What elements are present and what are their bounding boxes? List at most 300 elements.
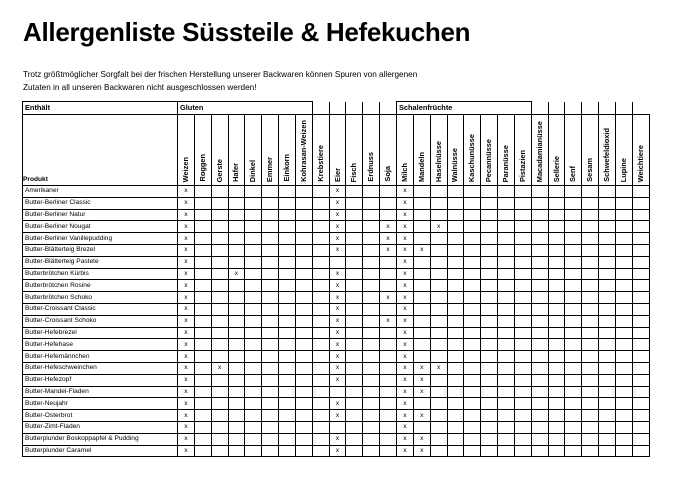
allergen-cell <box>295 445 312 457</box>
allergen-cell <box>295 398 312 410</box>
allergen-cell <box>430 315 447 327</box>
table-row <box>23 197 650 209</box>
allergen-cell <box>514 362 531 374</box>
allergen-column-label: Soja <box>383 166 393 182</box>
allergen-cell: x <box>178 351 195 363</box>
allergen-cell <box>447 421 464 433</box>
allergen-cell <box>531 339 548 351</box>
allergen-cell <box>279 292 296 304</box>
allergen-cell <box>312 374 329 386</box>
allergen-cell <box>312 280 329 292</box>
allergen-cell <box>531 421 548 433</box>
allergen-cell: x <box>397 362 414 374</box>
allergen-cell <box>262 256 279 268</box>
allergen-column-label: Pecannüsse <box>484 138 494 182</box>
allergen-cell <box>363 386 380 398</box>
allergen-cell <box>514 292 531 304</box>
allergen-cell <box>211 327 228 339</box>
allergen-cell <box>481 421 498 433</box>
allergen-cell: x <box>211 362 228 374</box>
table-row <box>23 327 650 339</box>
allergen-cell <box>312 303 329 315</box>
allergen-column-header <box>548 115 565 186</box>
allergen-cell <box>295 209 312 221</box>
allergen-column-header <box>194 115 211 186</box>
allergen-cell <box>481 327 498 339</box>
allergen-cell <box>464 351 481 363</box>
allergen-column-label: Eier <box>332 168 342 182</box>
allergen-cell <box>514 256 531 268</box>
allergen-cell <box>599 186 616 198</box>
allergen-cell <box>599 268 616 280</box>
allergen-cell <box>228 374 245 386</box>
allergen-column-label: Weichtiere <box>635 144 645 182</box>
product-name: Butter-Berliner Natur <box>23 209 178 221</box>
allergen-column-header <box>346 115 363 186</box>
allergen-cell <box>582 362 599 374</box>
allergen-cell <box>447 386 464 398</box>
allergen-cell <box>430 374 447 386</box>
intro-text <box>23 68 417 94</box>
table-row <box>23 280 650 292</box>
column-header-row <box>23 115 650 186</box>
allergen-column-label: Sellerie <box>551 155 561 182</box>
allergen-cell: x <box>178 197 195 209</box>
allergen-cell: x <box>329 351 346 363</box>
allergen-cell <box>346 398 363 410</box>
table-row <box>23 362 650 374</box>
allergen-cell <box>498 351 515 363</box>
allergen-cell <box>380 362 397 374</box>
allergen-cell <box>632 386 649 398</box>
table-row <box>23 421 650 433</box>
allergen-cell: x <box>397 351 414 363</box>
allergen-cell <box>498 374 515 386</box>
allergen-column-header <box>632 115 649 186</box>
allergen-column-header <box>531 115 548 186</box>
group-spacer <box>329 102 346 115</box>
allergen-cell <box>295 197 312 209</box>
allergen-cell <box>565 292 582 304</box>
allergen-cell <box>565 186 582 198</box>
allergen-cell <box>211 209 228 221</box>
allergen-cell <box>312 433 329 445</box>
allergen-cell <box>413 292 430 304</box>
allergen-cell <box>228 398 245 410</box>
group-spacer <box>548 102 565 115</box>
allergen-cell <box>245 445 262 457</box>
allergen-cell <box>363 268 380 280</box>
allergen-cell <box>632 445 649 457</box>
allergen-cell <box>346 327 363 339</box>
allergen-cell <box>194 244 211 256</box>
allergen-cell <box>329 421 346 433</box>
allergen-cell <box>363 186 380 198</box>
allergen-cell <box>447 433 464 445</box>
allergen-cell <box>346 374 363 386</box>
product-name: Butter-Berliner Classic <box>23 197 178 209</box>
allergen-cell <box>599 303 616 315</box>
allergen-cell <box>194 221 211 233</box>
allergen-cell <box>228 233 245 245</box>
product-name: Butter-Zimt-Fladen <box>23 421 178 433</box>
allergen-cell <box>228 445 245 457</box>
allergen-cell <box>346 233 363 245</box>
allergen-cell <box>548 386 565 398</box>
table-row <box>23 233 650 245</box>
allergen-cell <box>582 327 599 339</box>
allergen-cell <box>211 386 228 398</box>
allergen-cell <box>632 421 649 433</box>
allergen-cell <box>363 445 380 457</box>
allergen-cell <box>599 421 616 433</box>
allergen-cell <box>599 292 616 304</box>
allergen-cell: x <box>178 433 195 445</box>
allergen-cell <box>262 398 279 410</box>
allergen-cell <box>531 315 548 327</box>
allergen-cell <box>228 410 245 422</box>
allergen-cell <box>312 421 329 433</box>
allergen-column-header <box>464 115 481 186</box>
allergen-cell <box>599 327 616 339</box>
allergen-cell <box>380 374 397 386</box>
product-name: Butterplunder Boskoppapfel & Pudding <box>23 433 178 445</box>
allergen-cell <box>430 421 447 433</box>
allergen-cell <box>194 410 211 422</box>
allergen-cell <box>531 233 548 245</box>
allergen-cell <box>245 292 262 304</box>
allergen-cell: x <box>178 303 195 315</box>
allergen-cell <box>582 256 599 268</box>
allergen-cell <box>531 280 548 292</box>
nuts-group-label: Schalenfrüchte <box>397 102 532 115</box>
allergen-cell <box>464 280 481 292</box>
allergen-cell <box>565 374 582 386</box>
allergen-cell <box>582 292 599 304</box>
allergen-cell <box>245 209 262 221</box>
allergen-column-header <box>329 115 346 186</box>
allergen-cell: x <box>178 244 195 256</box>
allergen-cell <box>632 339 649 351</box>
allergen-cell <box>616 280 633 292</box>
allergen-cell <box>245 186 262 198</box>
allergen-cell <box>481 209 498 221</box>
allergen-cell <box>262 445 279 457</box>
allergen-cell <box>582 233 599 245</box>
allergen-cell <box>632 292 649 304</box>
allergen-cell <box>279 233 296 245</box>
allergen-cell <box>279 339 296 351</box>
allergen-cell <box>481 362 498 374</box>
allergen-cell <box>548 410 565 422</box>
allergen-column-header <box>565 115 582 186</box>
allergen-cell: x <box>178 280 195 292</box>
allergen-cell <box>430 339 447 351</box>
allergen-cell <box>312 327 329 339</box>
group-spacer <box>616 102 633 115</box>
allergen-cell: x <box>178 410 195 422</box>
allergen-cell: x <box>397 221 414 233</box>
allergen-cell <box>599 197 616 209</box>
allergen-cell <box>616 256 633 268</box>
allergen-cell <box>582 280 599 292</box>
allergen-cell <box>599 221 616 233</box>
allergen-column-header <box>481 115 498 186</box>
product-name: Butterbrötchen Rosine <box>23 280 178 292</box>
allergen-cell <box>245 410 262 422</box>
allergen-cell <box>228 351 245 363</box>
allergen-cell <box>346 433 363 445</box>
allergen-cell <box>616 315 633 327</box>
allergen-cell <box>464 221 481 233</box>
allergen-cell <box>481 398 498 410</box>
allergen-cell: x <box>397 327 414 339</box>
allergen-cell <box>548 398 565 410</box>
allergen-cell <box>228 186 245 198</box>
allergen-cell: x <box>397 244 414 256</box>
product-name: Butter-Osterbrot <box>23 410 178 422</box>
allergen-cell <box>245 327 262 339</box>
allergen-cell <box>279 315 296 327</box>
allergen-cell <box>262 339 279 351</box>
allergen-cell: x <box>397 421 414 433</box>
allergen-cell <box>531 398 548 410</box>
allergen-cell <box>346 362 363 374</box>
allergen-cell <box>262 327 279 339</box>
allergen-cell <box>346 244 363 256</box>
allergen-cell <box>599 351 616 363</box>
allergen-cell <box>194 327 211 339</box>
table-row <box>23 351 650 363</box>
allergen-cell <box>582 433 599 445</box>
allergen-cell <box>363 410 380 422</box>
allergen-cell <box>531 410 548 422</box>
allergen-cell <box>447 209 464 221</box>
table-row <box>23 303 650 315</box>
allergen-cell <box>599 280 616 292</box>
allergen-column-header <box>279 115 296 186</box>
allergen-cell <box>380 280 397 292</box>
allergen-cell: x <box>430 221 447 233</box>
allergen-cell <box>363 209 380 221</box>
allergen-cell <box>514 351 531 363</box>
allergen-cell <box>295 303 312 315</box>
allergen-cell <box>245 398 262 410</box>
allergen-cell <box>363 233 380 245</box>
allergen-cell <box>464 186 481 198</box>
allergen-cell: x <box>178 186 195 198</box>
allergen-column-header <box>211 115 228 186</box>
allergen-cell <box>363 327 380 339</box>
allergen-cell: x <box>329 221 346 233</box>
allergen-cell <box>632 280 649 292</box>
allergen-cell <box>413 209 430 221</box>
allergen-cell: x <box>329 233 346 245</box>
allergen-cell <box>380 445 397 457</box>
allergen-column-header <box>498 115 515 186</box>
allergen-cell <box>228 197 245 209</box>
allergen-cell <box>565 362 582 374</box>
allergen-cell <box>245 303 262 315</box>
allergen-cell <box>413 268 430 280</box>
allergen-cell <box>599 209 616 221</box>
allergen-cell: x <box>397 433 414 445</box>
page-title: Allergenliste Süssteile & Hefekuchen <box>23 17 471 47</box>
allergen-cell: x <box>329 398 346 410</box>
allergen-cell: x <box>178 233 195 245</box>
allergen-column-label: Weizen <box>180 156 190 182</box>
allergen-cell <box>498 433 515 445</box>
allergen-cell <box>245 362 262 374</box>
allergen-cell: x <box>413 374 430 386</box>
allergen-cell <box>295 421 312 433</box>
allergen-cell <box>295 221 312 233</box>
allergen-cell <box>447 221 464 233</box>
allergen-cell <box>565 386 582 398</box>
allergen-cell <box>514 421 531 433</box>
allergen-cell <box>481 268 498 280</box>
allergen-cell <box>194 374 211 386</box>
allergen-cell <box>245 433 262 445</box>
allergen-cell: x <box>397 280 414 292</box>
allergen-cell <box>498 445 515 457</box>
allergen-cell <box>616 186 633 198</box>
allergen-cell <box>346 256 363 268</box>
group-spacer <box>312 102 329 115</box>
allergen-cell <box>211 280 228 292</box>
allergen-cell <box>380 339 397 351</box>
allergen-cell <box>464 303 481 315</box>
allergen-cell <box>262 221 279 233</box>
allergen-cell: x <box>397 445 414 457</box>
allergen-cell <box>447 327 464 339</box>
allergen-cell <box>582 186 599 198</box>
allergen-cell <box>632 221 649 233</box>
allergen-cell <box>262 433 279 445</box>
allergen-cell <box>194 421 211 433</box>
allergen-cell <box>447 197 464 209</box>
allergen-cell <box>599 445 616 457</box>
allergen-cell <box>481 351 498 363</box>
allergen-cell <box>616 303 633 315</box>
allergen-cell <box>531 244 548 256</box>
allergen-cell <box>599 339 616 351</box>
allergen-cell <box>531 374 548 386</box>
allergen-cell <box>498 315 515 327</box>
allergen-cell <box>363 315 380 327</box>
allergen-cell <box>582 197 599 209</box>
allergen-cell <box>481 303 498 315</box>
table-row <box>23 433 650 445</box>
allergen-cell <box>262 351 279 363</box>
allergen-cell <box>228 433 245 445</box>
allergen-cell: x <box>397 303 414 315</box>
allergen-cell <box>413 303 430 315</box>
allergen-cell <box>380 256 397 268</box>
gluten-group-label: Gluten <box>178 102 313 115</box>
allergen-cell <box>279 256 296 268</box>
table-row <box>23 292 650 304</box>
allergen-column-header <box>430 115 447 186</box>
allergen-cell <box>464 433 481 445</box>
allergen-cell <box>413 233 430 245</box>
allergen-cell <box>279 374 296 386</box>
allergen-cell <box>228 362 245 374</box>
table-row <box>23 410 650 422</box>
allergen-cell <box>228 292 245 304</box>
table-row <box>23 186 650 198</box>
product-name: Butter-Mandel-Fladen <box>23 386 178 398</box>
allergen-cell <box>363 292 380 304</box>
allergen-cell <box>632 186 649 198</box>
allergen-cell <box>632 410 649 422</box>
allergen-cell <box>582 209 599 221</box>
allergen-cell <box>413 280 430 292</box>
allergen-cell <box>380 186 397 198</box>
allergen-cell <box>599 433 616 445</box>
allergen-cell <box>262 197 279 209</box>
allergen-cell <box>548 244 565 256</box>
allergen-cell <box>312 268 329 280</box>
allergen-cell: x <box>329 339 346 351</box>
allergen-cell <box>245 374 262 386</box>
allergen-column-header <box>312 115 329 186</box>
allergen-cell: x <box>413 433 430 445</box>
allergen-cell <box>312 362 329 374</box>
allergen-cell <box>380 386 397 398</box>
allergen-column-header <box>178 115 195 186</box>
allergen-cell <box>565 327 582 339</box>
allergen-cell <box>548 268 565 280</box>
allergen-cell <box>194 233 211 245</box>
allergen-cell <box>312 256 329 268</box>
allergen-cell <box>194 268 211 280</box>
allergen-cell <box>531 433 548 445</box>
allergen-cell <box>481 221 498 233</box>
allergen-cell <box>514 327 531 339</box>
allergen-cell <box>346 351 363 363</box>
allergen-cell <box>262 410 279 422</box>
allergen-cell <box>447 292 464 304</box>
allergen-cell <box>312 197 329 209</box>
allergen-column-header <box>514 115 531 186</box>
allergen-cell <box>194 292 211 304</box>
allergen-cell <box>464 362 481 374</box>
allergen-cell <box>599 256 616 268</box>
allergen-cell <box>346 280 363 292</box>
allergen-cell <box>211 445 228 457</box>
allergen-cell <box>228 315 245 327</box>
allergen-cell <box>548 339 565 351</box>
allergen-cell <box>632 244 649 256</box>
allergen-cell <box>616 398 633 410</box>
allergen-cell <box>430 244 447 256</box>
allergen-cell: x <box>413 410 430 422</box>
product-name: Butter-Hefeschweinchen <box>23 362 178 374</box>
allergen-cell <box>447 410 464 422</box>
allergen-cell <box>211 197 228 209</box>
allergen-cell <box>194 315 211 327</box>
allergen-cell <box>582 315 599 327</box>
product-name: Butterplunder Caramel <box>23 445 178 457</box>
allergen-cell <box>262 268 279 280</box>
allergen-cell <box>211 244 228 256</box>
allergen-cell <box>430 233 447 245</box>
allergen-cell: x <box>329 268 346 280</box>
allergen-cell <box>228 209 245 221</box>
allergen-cell: x <box>380 233 397 245</box>
allergen-column-header <box>228 115 245 186</box>
